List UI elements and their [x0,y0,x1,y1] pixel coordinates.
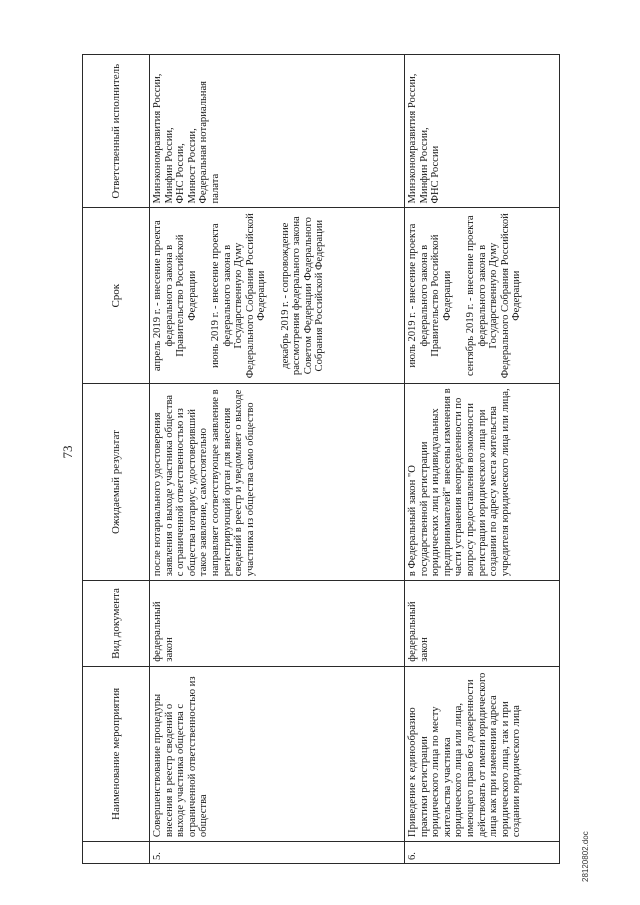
responsible-executor: Минэкономразвития России, Минфин России, ФНС России, Минюст России, Федеральная нотариальная палата [150,55,405,208]
row-number: 6. [405,842,560,864]
row-number: 5. [150,842,405,864]
header-term: Срок [83,208,150,383]
header-num [83,842,150,864]
header-type: Вид документа [83,581,150,667]
header-result: Ожидаемый результат [83,383,150,580]
deadline: июль 2019 г. - внесение проекта федерального закона в Правительство Российской Федерации сентябрь 2019 г. - внесение проекта федерального закона в Государственную Думу Федерального Собрания Российской Федерации [405,208,560,383]
measure-name: Приведение к единообразию практики регистрации юридического лица по месту жительства участника юридического лица или лица, имеющего право без доверенности действовать от имени юридического лица как при изменении адреса юридического лица, так и при создании юридического лица [405,666,560,841]
table-row [405,55,560,864]
document-type: федеральный закон [150,581,405,667]
rotated-landscape-content [60,32,590,882]
expected-result: в Федеральный закон "О государственной регистрации юридических лиц и индивидуальных предпринимателей" внесены изменения в части устранения неопределенности по вопросу предоставления возможности регистрации юридического лица при создании по адресу места жительства учредителя юридического лица или лица, [405,383,560,580]
table-header-row [83,55,150,864]
header-name: Наименование мероприятия [83,666,150,841]
measure-name: Совершенствование процедуры внесения в реестр сведений о выходе участника общества с ограниченной ответственностью из общества [150,666,405,841]
document-type: федеральный закон [405,581,560,667]
document-file-id: 28120802.doc [581,831,590,882]
table-row [150,55,405,864]
expected-result: после нотариального удостоверения заявления о выходе участника общества с ограниченной ответственностью из общества нотариус, удостоверивший такое заявление, самостоятельно направляет соответствующее заявление в регистрирующий орган для внесения сведений в реестр и уведомляет о выходе участника из общества само общество [150,383,405,580]
measures-table [82,54,560,864]
responsible-executor: Минэкономразвития России, Минфин России, ФНС России [405,55,560,208]
page-number: 73 [60,445,75,459]
header-executor: Ответственный исполнитель [83,55,150,208]
deadline: апрель 2019 г. - внесение проекта федерального закона в Правительство Российской Федерации июнь 2019 г. - внесение проекта федерального закона в Государственную Думу Федерального Собрания Российской Федерации декабрь 2019 г. - сопровождение рассмотрения федерального закона Советом Федерации Федерального Собрания Российской Федерации [150,208,405,383]
